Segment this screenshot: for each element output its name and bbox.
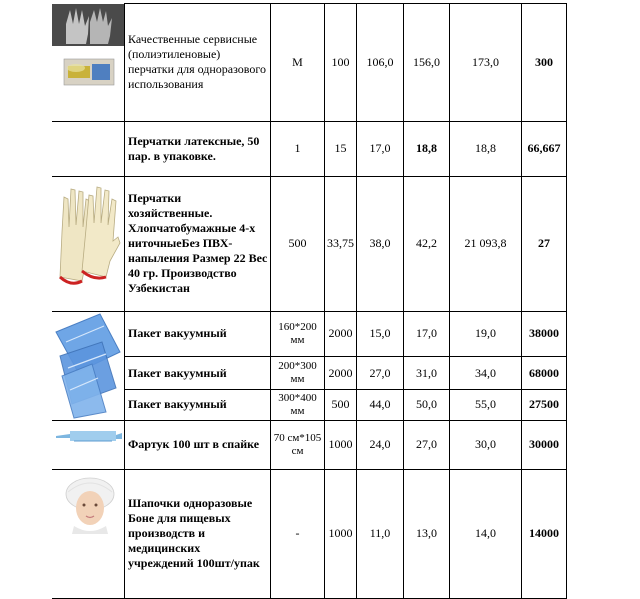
product-name: Перчатки латексные, 50 пар. в упаковке.	[125, 121, 271, 176]
price-table	[52, 3, 567, 599]
size-cell: 500	[271, 176, 325, 311]
price-cell: 17,0	[404, 311, 450, 356]
total-cell: 14000	[522, 469, 567, 598]
qty-cell: 2000	[325, 311, 357, 356]
price-cell: 15,0	[357, 311, 404, 356]
table-row	[52, 390, 567, 420]
price-cell: 34,0	[450, 356, 522, 389]
product-image-cell	[52, 469, 125, 598]
price-cell: 18,8	[404, 121, 450, 176]
price-cell: 27,0	[357, 356, 404, 389]
product-name: Пакет вакуумный	[125, 390, 271, 420]
total-cell: 66,667	[522, 121, 567, 176]
product-name: Фартук 100 шт в спайке	[125, 420, 271, 469]
price-cell: 106,0	[357, 4, 404, 122]
table-row	[52, 121, 567, 176]
qty-cell: 1000	[325, 420, 357, 469]
table-row	[52, 4, 567, 122]
table-row	[52, 311, 567, 356]
hairnet-cap-icon	[52, 470, 124, 598]
price-cell: 44,0	[357, 390, 404, 420]
total-cell: 68000	[522, 356, 567, 389]
size-cell: 1	[271, 121, 325, 176]
product-image-cell	[52, 121, 125, 176]
price-cell: 30,0	[450, 420, 522, 469]
product-image-cell	[52, 4, 125, 122]
size-cell: 300*400 мм	[271, 390, 325, 420]
size-cell: -	[271, 469, 325, 598]
size-cell: 70 см*105 см	[271, 420, 325, 469]
total-cell: 27	[522, 176, 567, 311]
price-cell: 11,0	[357, 469, 404, 598]
product-name: Пакет вакуумный	[125, 311, 271, 356]
table-row	[52, 469, 567, 598]
product-name: Шапочки одноразовые Боне для пищевых производств и медицинских учреждений 100шт/упак	[125, 469, 271, 598]
price-cell: 19,0	[450, 311, 522, 356]
price-cell: 13,0	[404, 469, 450, 598]
price-cell: 21 093,8	[450, 176, 522, 311]
product-name: Перчатки хозяйственные. Хлопчатобумажные 4-х ниточныеБез ПВХ-напыления Размер 22 Вес 40 гр. Производство Узбекистан	[125, 176, 271, 311]
product-image-cell	[52, 176, 125, 311]
price-cell: 50,0	[404, 390, 450, 420]
product-image-cell	[52, 420, 125, 469]
price-cell: 55,0	[450, 390, 522, 420]
price-cell: 42,2	[404, 176, 450, 311]
price-cell: 14,0	[450, 469, 522, 598]
qty-cell: 2000	[325, 356, 357, 389]
table-row	[52, 356, 567, 389]
product-name: Качественные сервисные (полиэтиленовые) перчатки для одноразового использования	[125, 4, 271, 122]
total-cell: 27500	[522, 390, 567, 420]
table-row	[52, 420, 567, 469]
qty-cell: 15	[325, 121, 357, 176]
total-cell: 30000	[522, 420, 567, 469]
apron-icon	[52, 421, 124, 469]
qty-cell: 100	[325, 4, 357, 122]
product-name: Пакет вакуумный	[125, 356, 271, 389]
cotton-gloves-icon	[52, 177, 124, 311]
price-cell: 18,8	[450, 121, 522, 176]
price-cell: 38,0	[357, 176, 404, 311]
size-cell: 200*300 мм	[271, 356, 325, 389]
price-cell: 173,0	[450, 4, 522, 122]
qty-cell: 33,75	[325, 176, 357, 311]
total-cell: 38000	[522, 311, 567, 356]
price-cell: 27,0	[404, 420, 450, 469]
size-cell: 160*200 мм	[271, 311, 325, 356]
price-cell: 156,0	[404, 4, 450, 122]
total-cell: 300	[522, 4, 567, 122]
vacuum-bags-icon	[52, 312, 124, 420]
table-row	[52, 176, 567, 311]
product-image-cell	[52, 311, 125, 420]
qty-cell: 500	[325, 390, 357, 420]
qty-cell: 1000	[325, 469, 357, 598]
size-cell: М	[271, 4, 325, 122]
price-cell: 24,0	[357, 420, 404, 469]
price-cell: 31,0	[404, 356, 450, 389]
disposable-gloves-icon	[52, 4, 124, 121]
price-cell: 17,0	[357, 121, 404, 176]
